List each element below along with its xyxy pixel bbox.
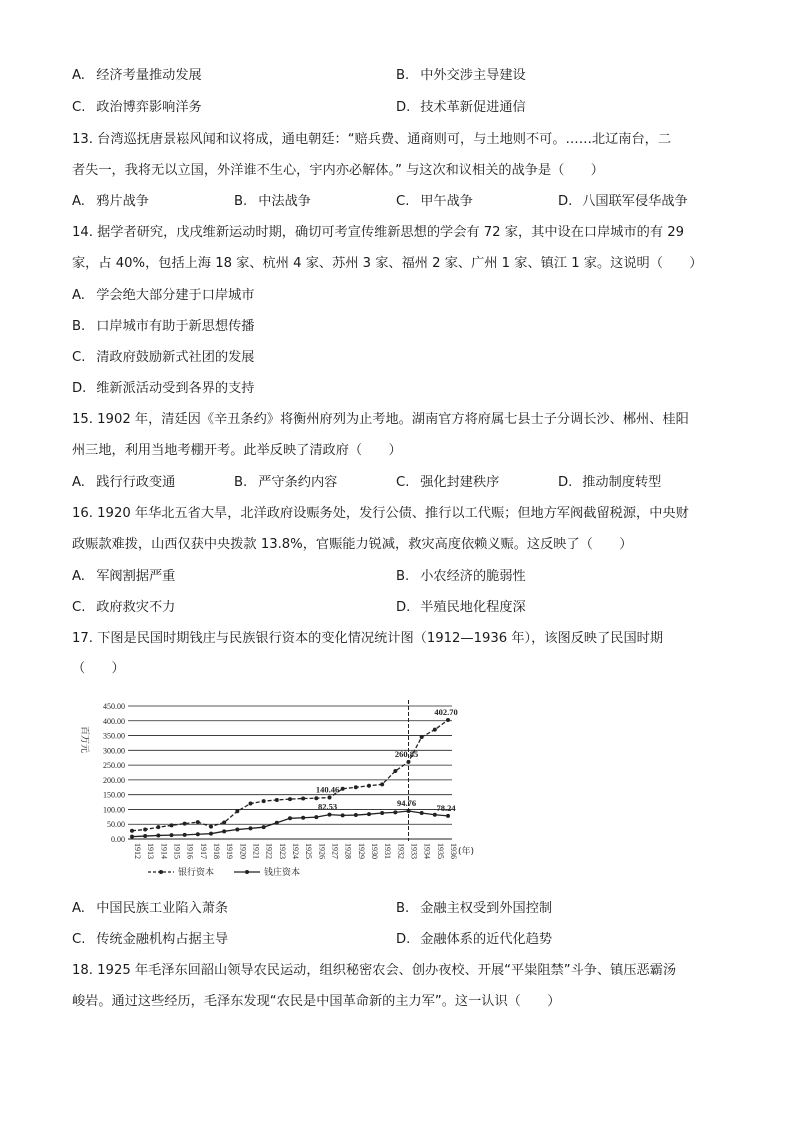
data-point bbox=[341, 813, 345, 817]
legend-swatch-marker bbox=[245, 870, 249, 874]
y-tick-label: 400.00 bbox=[103, 716, 125, 726]
x-tick-label: 1933 bbox=[409, 843, 419, 859]
q14-option-d-text: 维新派活动受到各界的支持 bbox=[96, 381, 255, 396]
q17-option-d: D. 金融体系的近代化趋势 bbox=[396, 932, 553, 947]
x-tick-label: 1919 bbox=[225, 843, 235, 859]
q14-option-b-text: 口岸城市有助于新思想传播 bbox=[96, 319, 255, 334]
x-tick-label: 1924 bbox=[291, 843, 300, 859]
data-point bbox=[380, 782, 384, 786]
data-point bbox=[354, 785, 358, 789]
q17-stem-line2: （ ） bbox=[72, 661, 125, 676]
data-point bbox=[420, 735, 424, 739]
q15-option-b: B. 严守条约内容 bbox=[234, 475, 338, 490]
data-point bbox=[301, 797, 305, 801]
q14-option-c: C. 清政府鼓励新式社团的发展 bbox=[72, 350, 255, 365]
x-tick-label: 1932 bbox=[396, 843, 406, 859]
q16-option-d: D. 半殖民地化程度深 bbox=[396, 600, 526, 615]
x-tick-label: 1921 bbox=[251, 843, 261, 859]
q16-option-a: A. 军阀割据严重 bbox=[72, 569, 176, 584]
x-tick-label: 1931 bbox=[383, 843, 393, 859]
q13-option-d: D. 八国联军侵华战争 bbox=[558, 194, 688, 209]
y-tick-label: 150.00 bbox=[103, 790, 125, 800]
q16-option-b: B. 小农经济的脆弱性 bbox=[396, 569, 526, 584]
q12-option-b: B. 中外交涉主导建设 bbox=[396, 68, 526, 83]
q13-option-b-text: 中法战争 bbox=[258, 194, 311, 209]
data-point bbox=[288, 797, 292, 801]
q15-option-c-text: 强化封建秩序 bbox=[420, 475, 500, 490]
data-point bbox=[143, 834, 147, 838]
q17-stem-line1: 17. 下图是民国时期钱庄与民族银行资本的变化情况统计图（1912—1936 年），该图反映了民国时期 bbox=[72, 631, 664, 646]
y-tick-label: 450.00 bbox=[103, 702, 125, 711]
q12-option-d-text: 技术革新促进通信 bbox=[420, 100, 526, 115]
data-point bbox=[249, 802, 253, 806]
q15-stem-line2: 州三地，利用当地考棚开考。此举反映了清政府（ ） bbox=[72, 443, 402, 458]
data-point bbox=[354, 813, 358, 817]
q12-option-a: A. 经济考量推动发展 bbox=[72, 68, 202, 83]
data-point bbox=[341, 787, 345, 791]
q13-option-c-text: 甲午战争 bbox=[420, 194, 473, 209]
data-point bbox=[183, 833, 187, 837]
x-tick-label: 1916 bbox=[185, 843, 195, 859]
data-point bbox=[130, 835, 134, 839]
q14-stem-line1: 14. 据学者研究，戊戌维新运动时期，确切可考宣传维新思想的学会有 72 家，其中设在口岸城市的有 29 bbox=[72, 225, 684, 240]
x-tick-label: 1929 bbox=[356, 843, 366, 859]
x-axis-label: (年) bbox=[458, 847, 475, 857]
q13-option-a-text: 鸦片战争 bbox=[96, 194, 149, 209]
q16-stem-line1: 16. 1920 年华北五省大旱，北洋政府设赈务处，发行公债、推行以工代赈；但地方军阀截留税源，中央财 bbox=[72, 506, 689, 521]
q15-option-a-text: 践行行政变通 bbox=[96, 475, 176, 490]
data-point bbox=[275, 798, 279, 802]
y-tick-label: 300.00 bbox=[103, 746, 125, 756]
data-point bbox=[393, 810, 397, 814]
q12-option-d: D. 技术革新促进通信 bbox=[396, 100, 526, 115]
q17-option-c-text: 传统金融机构占据主导 bbox=[96, 932, 229, 947]
q12-option-c-text: 政治博弈影响洋务 bbox=[96, 100, 202, 115]
q13-option-d-text: 八国联军侵华战争 bbox=[582, 194, 688, 209]
series-line-bank bbox=[132, 720, 448, 831]
y-axis-label: 百万元 bbox=[79, 726, 89, 754]
q14-option-a: A. 学会绝大部分建于口岸城市 bbox=[72, 288, 255, 303]
x-tick-label: 1917 bbox=[198, 843, 208, 859]
x-tick-label: 1914 bbox=[159, 843, 169, 859]
y-tick-label: 250.00 bbox=[103, 761, 125, 771]
data-point bbox=[407, 760, 411, 764]
data-point bbox=[170, 833, 174, 837]
data-point bbox=[262, 799, 266, 803]
data-point bbox=[314, 815, 318, 819]
q17-option-a-text: 中国民族工业陷入萧条 bbox=[96, 901, 229, 916]
data-point bbox=[143, 828, 147, 832]
q13-stem-line2: 者失一，我将无以立国，外洋谁不生心，宇内亦必解体。” 与这次和议相关的战争是（ ） bbox=[72, 163, 604, 178]
q16-option-b-text: 小农经济的脆弱性 bbox=[420, 569, 526, 584]
q16-option-c: C. 政府救灾不力 bbox=[72, 600, 176, 615]
q12-option-a-text: 经济考量推动发展 bbox=[96, 68, 202, 83]
y-tick-label: 0.00 bbox=[111, 835, 125, 844]
y-tick-label: 100.00 bbox=[103, 805, 125, 815]
data-label: 402.70 bbox=[434, 706, 458, 717]
data-point bbox=[235, 809, 239, 813]
data-point bbox=[222, 820, 226, 824]
data-point bbox=[235, 828, 239, 832]
q12-option-b-text: 中外交涉主导建设 bbox=[420, 68, 526, 83]
q16-option-c-text: 政府救灾不力 bbox=[96, 600, 176, 615]
x-tick-label: 1923 bbox=[277, 843, 287, 859]
q17-option-c: C. 传统金融机构占据主导 bbox=[72, 932, 229, 947]
q14-option-d: D. 维新派活动受到各界的支持 bbox=[72, 381, 255, 396]
data-point bbox=[314, 796, 318, 800]
x-tick-label: 1925 bbox=[304, 843, 314, 859]
data-point bbox=[288, 816, 292, 820]
data-point bbox=[275, 821, 279, 825]
y-tick-label: 50.00 bbox=[107, 820, 125, 830]
q13-stem-line1: 13. 台湾巡抚唐景崧风闻和议将成，通电朝廷：“赔兵费、通商则可，与土地则不可。……北辽南台，二 bbox=[72, 132, 672, 147]
q16-stem-line2: 政赈款难拨，山西仅获中央拨款 13.8%，官赈能力锐减，救灾高度依赖义赈。这反映了（ ） bbox=[72, 537, 633, 552]
legend-swatch-marker bbox=[159, 870, 163, 874]
q17-option-b: B. 金融主权受到外国控制 bbox=[396, 901, 553, 916]
data-point bbox=[156, 833, 160, 837]
q13-option-c: C. 甲午战争 bbox=[396, 194, 473, 209]
x-tick-label: 1926 bbox=[317, 843, 327, 859]
x-tick-label: 1936 bbox=[449, 843, 458, 859]
q15-option-a: A. 践行行政变通 bbox=[72, 475, 176, 490]
q13-option-a: A. 鸦片战争 bbox=[72, 194, 149, 209]
q14-option-c-text: 清政府鼓励新式社团的发展 bbox=[96, 350, 255, 365]
q14-option-a-text: 学会绝大部分建于口岸城市 bbox=[96, 288, 255, 303]
q18-stem-line2: 峻岩。通过这些经历，毛泽东发现“农民是中国革命新的主力军”。这一认识（ ） bbox=[72, 994, 561, 1009]
x-tick-label: 1922 bbox=[264, 843, 274, 859]
q15-option-d: D. 推动制度转型 bbox=[558, 475, 662, 490]
q17-option-a: A. 中国民族工业陷入萧条 bbox=[72, 901, 229, 916]
data-point bbox=[367, 784, 371, 788]
y-tick-label: 200.00 bbox=[103, 775, 125, 785]
data-point bbox=[407, 809, 411, 813]
q17-option-d-text: 金融体系的近代化趋势 bbox=[420, 932, 553, 947]
x-tick-label: 1912 bbox=[133, 843, 142, 859]
y-tick-label: 350.00 bbox=[103, 731, 125, 741]
q12-option-c: C. 政治博弈影响洋务 bbox=[72, 100, 202, 115]
data-point bbox=[183, 822, 187, 826]
x-tick-label: 1935 bbox=[435, 843, 445, 859]
data-label: 82.53 bbox=[317, 801, 338, 812]
data-point bbox=[262, 825, 266, 829]
data-point bbox=[433, 728, 437, 732]
x-tick-label: 1928 bbox=[343, 843, 353, 859]
data-point bbox=[367, 812, 371, 816]
data-point bbox=[328, 813, 332, 817]
q14-stem-line2: 家，占 40%，包括上海 18 家、杭州 4 家、苏州 3 家、福州 2 家、广州 1 家、镇江 1 家。这说明（ ） bbox=[72, 256, 703, 271]
data-point bbox=[446, 718, 450, 722]
x-tick-label: 1927 bbox=[330, 843, 340, 859]
q15-option-c: C. 强化封建秩序 bbox=[396, 475, 500, 490]
data-point bbox=[433, 813, 437, 817]
x-tick-label: 1920 bbox=[238, 843, 248, 859]
data-point bbox=[380, 811, 384, 815]
data-point bbox=[170, 823, 174, 827]
data-point bbox=[196, 832, 200, 836]
q15-option-d-text: 推动制度转型 bbox=[582, 475, 662, 490]
x-tick-label: 1934 bbox=[422, 843, 432, 859]
data-label: 94.76 bbox=[396, 797, 417, 808]
data-point bbox=[156, 825, 160, 829]
data-point bbox=[222, 829, 226, 833]
q16-option-a-text: 军阀割据严重 bbox=[96, 569, 176, 584]
q18-stem-line1: 18. 1925 年毛泽东回韶山领导农民运动，组织秘密农会、创办夜校、开展“平粜阻禁”斗争、镇压恶霸汤 bbox=[72, 963, 677, 978]
data-label: 78.24 bbox=[436, 802, 456, 813]
q17-option-b-text: 金融主权受到外国控制 bbox=[420, 901, 553, 916]
legend-label: 钱庄资本 bbox=[264, 868, 301, 878]
data-point bbox=[328, 795, 332, 799]
q16-option-d-text: 半殖民地化程度深 bbox=[420, 600, 526, 615]
q13-option-b: B. 中法战争 bbox=[234, 194, 311, 209]
data-point bbox=[249, 826, 253, 830]
q15-stem-line1: 15. 1902 年，清廷因《辛丑条约》将衡州府列为止考地。湖南官方将府属七县士子分调长沙、郴州、桂阳 bbox=[72, 412, 689, 427]
legend-label: 银行资本 bbox=[178, 868, 215, 878]
data-point bbox=[209, 832, 213, 836]
capital-line-chart bbox=[72, 696, 492, 886]
x-tick-label: 1918 bbox=[212, 843, 221, 859]
series-line-qianzhuang bbox=[132, 811, 448, 837]
data-point bbox=[301, 816, 305, 820]
q14-option-b: B. 口岸城市有助于新思想传播 bbox=[72, 319, 255, 334]
data-point bbox=[196, 820, 200, 824]
q15-option-b-text: 严守条约内容 bbox=[258, 475, 338, 490]
x-tick-label: 1915 bbox=[172, 843, 182, 859]
data-point bbox=[130, 829, 134, 833]
x-tick-label: 1913 bbox=[146, 843, 156, 859]
data-point bbox=[420, 811, 424, 815]
x-tick-label: 1930 bbox=[370, 843, 379, 859]
data-point bbox=[393, 769, 397, 773]
data-point bbox=[446, 814, 450, 818]
data-label: 140.46 bbox=[315, 784, 340, 795]
data-point bbox=[209, 825, 213, 829]
data-label: 260.85 bbox=[394, 748, 419, 759]
